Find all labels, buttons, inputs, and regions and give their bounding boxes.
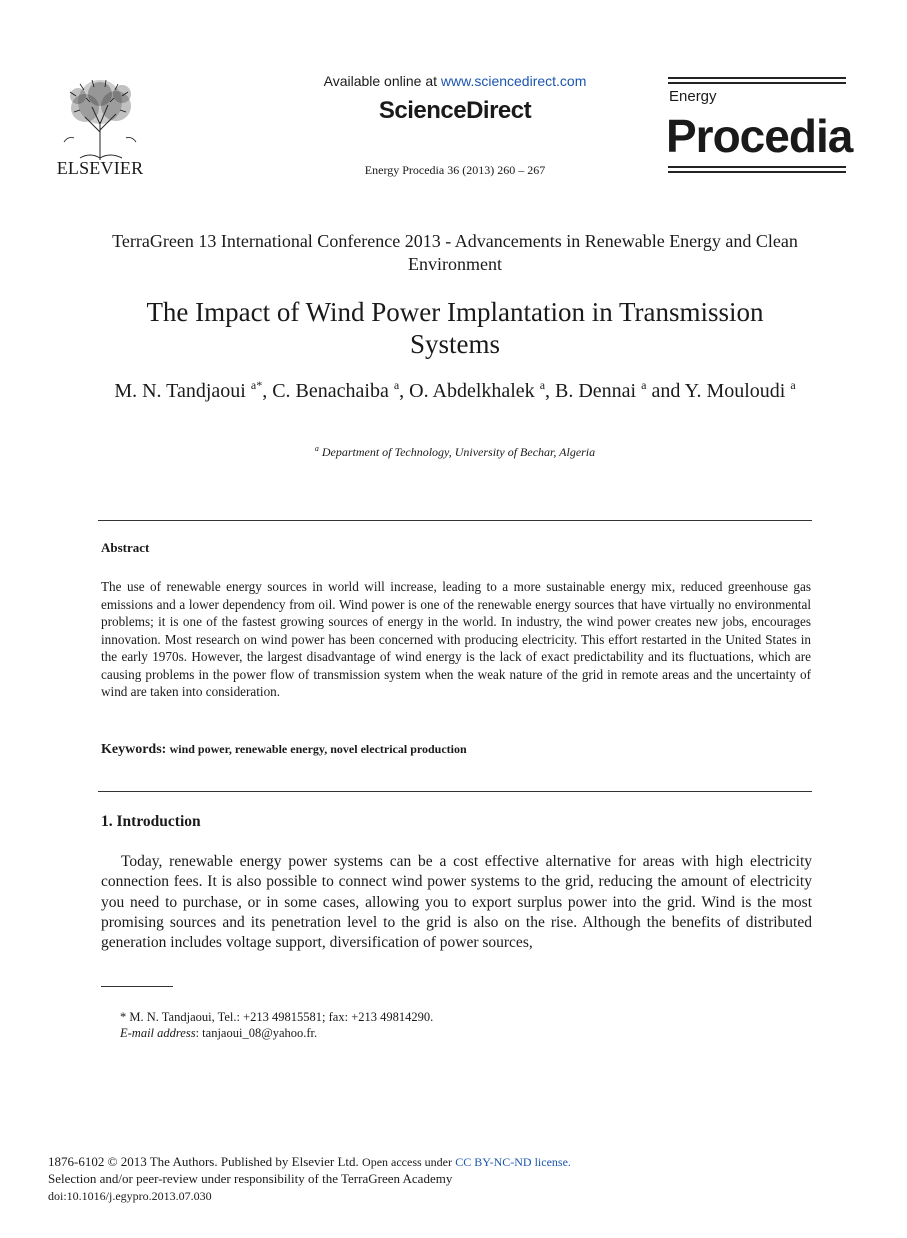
author-name: B. Dennai — [555, 380, 637, 402]
open-access-label: Open access under — [362, 1155, 452, 1169]
footnote-rule — [101, 986, 173, 987]
available-online — [200, 73, 710, 89]
affiliation-mark: a — [539, 378, 546, 392]
divider — [98, 520, 812, 521]
journal-logo-rule-bottom — [668, 166, 846, 168]
platform-name: ScienceDirect — [378, 97, 532, 124]
paper-title: The Impact of Wind Power Implantation in Transmission Systems — [146, 297, 764, 359]
abstract-heading: Abstract — [101, 540, 150, 555]
journal-logo-line1: Energy — [669, 88, 717, 105]
journal-logo-rule-top-2 — [668, 82, 846, 84]
section-body: Today, renewable energy power systems can be a cost effective alternative for areas with high electricity connection fees. It is also possible to connect wind power systems to the grid, reducing the amount of electricity you need to purchase, or in some cases, allowing you to export surplus power into the grid. Wind is the most promising sources and its penetration level to the grid is also on the rise. Although the benefits of distributed generation includes voltage support, diversification of power sources, — [101, 853, 812, 952]
available-online-label: Available online at — [323, 73, 437, 89]
journal-logo-line2: Procedia — [666, 110, 853, 162]
keywords-value: wind power, renewable energy, novel electrical production — [169, 742, 467, 756]
keywords-label: Keywords: — [101, 742, 167, 757]
section-heading: 1. Introduction — [101, 813, 201, 830]
author-name: Y. Mouloudi — [684, 380, 786, 402]
author-list: M. N. Tandjaoui $^{a*}$, C. Benachaiba $^a$, O. Abdelkhalek $^a$, B. Dennai $^a$ and Y. Mouloudi $^a$ — [114, 378, 796, 402]
copyright-line — [48, 1154, 571, 1170]
journal-logo-rule-bottom-2 — [668, 171, 846, 173]
journal-logo-rule-top — [668, 77, 846, 79]
email-label: E-mail address — [120, 1026, 196, 1040]
author-name: O. Abdelkhalek — [409, 380, 535, 402]
footnote-email — [120, 1026, 317, 1041]
publisher-logo-text: ELSEVIER — [56, 158, 144, 178]
doi: doi:10.1016/j.egypro.2013.07.030 — [48, 1189, 212, 1203]
conference-name: TerraGreen 13 International Conference 2013 - Advancements in Renewable Energy and Clean Environment — [112, 231, 798, 274]
author-name: C. Benachaiba — [272, 380, 389, 402]
license-link[interactable]: CC BY-NC-ND license. — [455, 1155, 571, 1169]
author-name: M. N. Tandjaoui — [114, 380, 246, 402]
affiliation-mark: a — [790, 378, 796, 392]
affiliation-mark: a — [393, 378, 400, 392]
divider — [98, 791, 812, 792]
copyright: 1876-6102 © 2013 The Authors. Published by Elsevier Ltd. — [48, 1154, 359, 1169]
affiliation-mark: a — [641, 378, 647, 392]
affiliation-mark: a — [314, 444, 319, 453]
peer-review-note: Selection and/or peer-review under responsibility of the TerraGreen Academy — [48, 1171, 453, 1186]
affiliation-text: Department of Technology, University of Bechar, Algeria — [321, 445, 596, 459]
email-value: : tanjaoui_08@yahoo.fr. — [195, 1026, 318, 1040]
journal-citation: Energy Procedia 36 (2013) 260 – 267 — [364, 163, 546, 177]
affiliation-mark: a* — [250, 378, 263, 392]
keywords — [101, 741, 811, 758]
abstract-text: The use of renewable energy sources in world will increase, leading to a more sustainable energy mix, reduced greenhouse gas emissions and a lower dependency from oil. Wind power is one of the renewable energy sources that have virtually no environmental problems; it is one of the fastest growing sources of energy in the world. In industry, the wind power creates new jobs, encourages innovation. Most research on wind power has been concerned with producing electricity. This effort restarted in the United States in the early 1970s. However, the largest disadvantage of wind energy is the lack of exact predictability and its fluctuations, which are causing problems in the power flow of transmission system when the weak nature of the grid in remote areas and the uncertainty of wind are taken into consideration. — [101, 579, 811, 699]
sciencedirect-link[interactable]: www.sciencedirect.com — [440, 73, 587, 89]
affiliation — [100, 445, 810, 460]
footnote-contact: * M. N. Tandjaoui, Tel.: +213 49815581; fax: +213 49814290. — [120, 1010, 434, 1024]
